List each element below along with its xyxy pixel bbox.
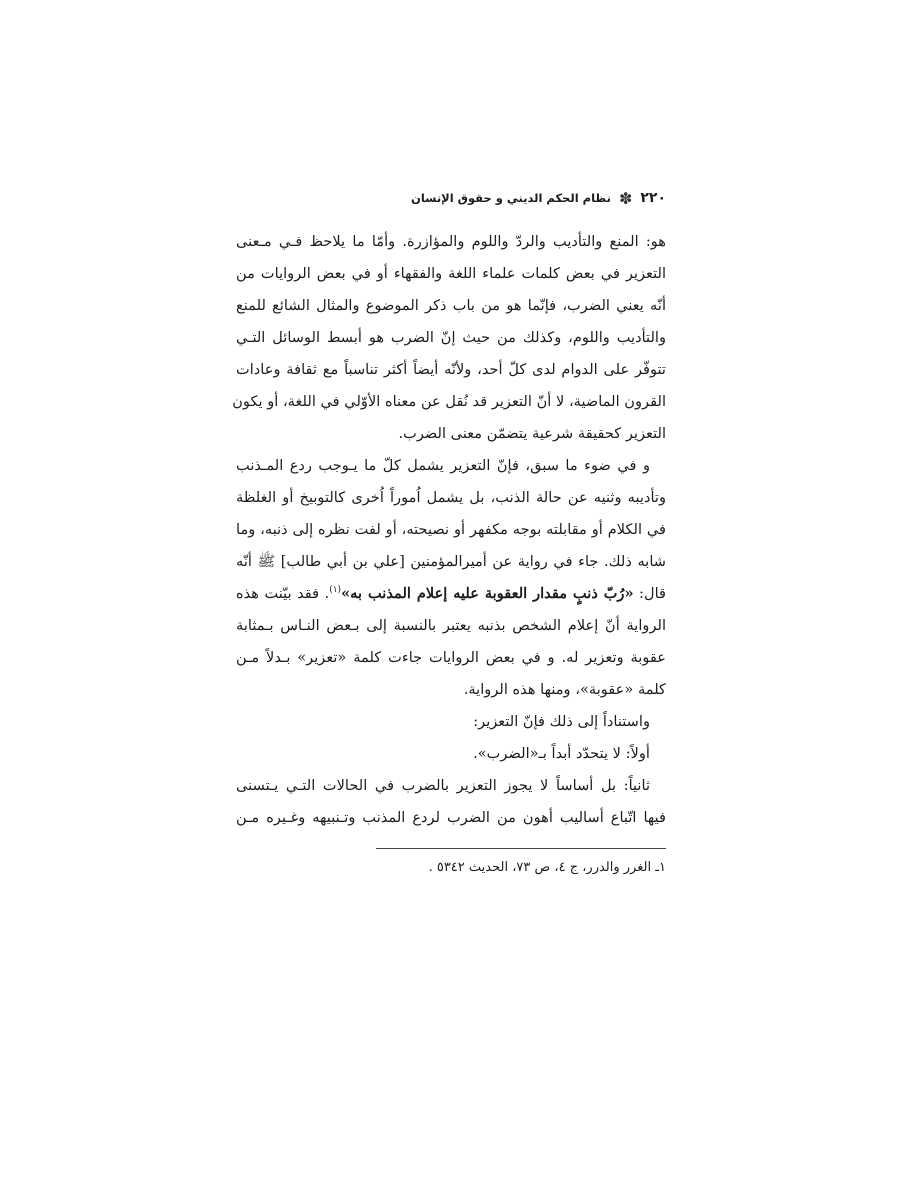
running-header [236,187,666,209]
text-line: وتأديبه وثنيه عن حالة الذنب، بل يشمل اُموراً اُخرى كالتوبيخ أو الغلظة [236,489,666,506]
text-line: ثانياً: بل أساساً لا يجوز التعزير بالضرب في الحالات التـي يـتسنى [236,777,650,794]
quote-pre: قال: [633,585,666,602]
text-line: واستناداً إلى ذلك فإنّ التعزير: [473,713,650,730]
body-text [232,226,666,834]
quote-post: . فقد بيّنت هذه [236,585,330,602]
footnote: ١ـ الغرر والدرر، ج ٤، ص ٧٣، الحديث ٥٣٤٢ . [428,860,666,875]
footnote-divider [376,848,666,849]
text-line: الرواية أنّ إعلام الشخص بذنبه يعتبر بالنسبة إلى بـعض النـاس بـمثابة [236,617,666,634]
hadith-quote: «رُبّ ذنبٍ مقدار العقوبة عليه إعلام المذنب به» [341,585,634,602]
text-line: التعزير كحقيقة شرعية يتضمّن معنى الضرب. [398,425,666,442]
footnote-ref: (١) [329,585,342,596]
text-line: فيها اتّباع أساليب أهون من الضرب لردع المذنب وتـنبيهه وغـيره مـن [236,809,666,826]
text-line: شابه ذلك. جاء في رواية عن أميرالمؤمنين [علي بن أبي طالب] ﷺ أنّه [236,553,666,570]
text-line: و في ضوء ما سبق، فإنّ التعزير يشمل كلّ ما يـوجب ردع المـذنب [236,457,650,474]
text-line: تتوفّر على الدوام لدى كلّ أحد، ولأنّه أيضاً أكثر تناسباً مع ثقافة وعادات [236,361,666,378]
text-line: أنّه يعني الضرب، فإنّما هو من باب ذكر الموضوع والمثال الشائع للمنع [236,297,666,314]
book-title: نظام الحكم الديني و حقوق الإنسان [411,191,611,205]
text-line: هو: المنع والتأديب والردّ واللوم والمؤازرة. وأمّا ما يلاحظ فـي مـعنى [236,233,666,250]
text-line: القرون الماضية، لا أنّ التعزير قد نُقل عن معناه الأوّلي في اللغة، أو يكون [232,393,666,410]
ornament-icon: ✽ [618,188,633,208]
text-line: أولاً: لا يتحدّد أبداً بـ«الضرب». [473,745,650,762]
text-line: التعزير في بعض كلمات علماء اللغة والفقهاء أو في بعض الروايات من [236,265,666,282]
text-line: والتأديب واللوم، وكذلك من حيث إنّ الضرب هو أبسط الوسائل التـي [236,329,666,346]
text-line: كلمة «عقوبة»، ومنها هذه الرواية. [463,681,666,698]
text-line: في الكلام أو مقابلته بوجه مكفهر أو نصيحته، أو لفت نظره إلى ذنبه، وما [236,521,666,538]
book-page [232,0,666,1200]
text-line: عقوبة وتعزير له. و في بعض الروايات جاءت كلمة «تعزير» بـدلاً مـن [236,649,666,666]
page-number: ٢٢٠ [640,190,666,206]
quote-line [236,578,666,610]
